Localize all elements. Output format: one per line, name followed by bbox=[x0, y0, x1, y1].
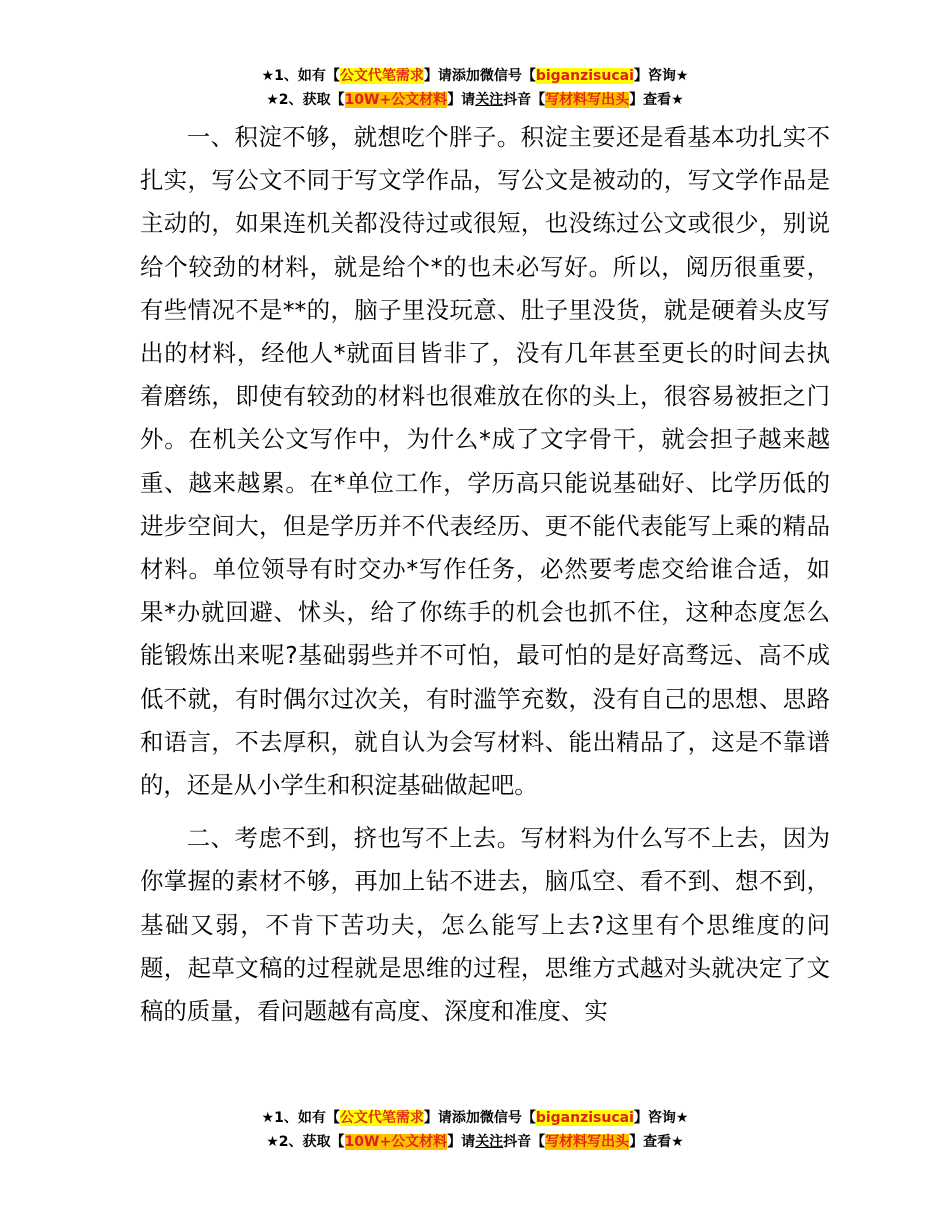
banner-text: ★2、获取【 bbox=[266, 92, 345, 108]
header-banner bbox=[0, 64, 950, 112]
paragraph: 一、积淀不够，就想吃个胖子。积淀主要还是看基本功扎实不扎实，写公文不同于写文学作品，写公文是被动的，写文学作品是主动的，如果连机关都没待过或很短，也没练过公文或很少，别说给个较劲的材料，就是给个*的也未必写好。所以，阅历很重要，有些情况不是**的，脑子里没玩意、肚子里没货，就是硬着头皮写出的材料，经他人*就面目皆非了，没有几年甚至更长的时间去执着磨练，即使有较劲的材料也很难放在你的头上，很容易被拒之门外。在机关公文写作中，为什么*成了文字骨干，就会担子越来越重、越来越累。在*单位工作，学历高只能说基础好、比学历低的进步空间大，但是学历并不代表经历、更不能代表能写上乘的精品材料。单位领导有时交办*写作任务，必然要考虑交给谁合适，如果*办就回避、怵头，给了你练手的机会也抓不住，这种态度怎么能锻炼出来呢?基础弱些并不可怕，最可怕的是好高骛远、高不成低不就，有时偶尔过次关，有时滥竽充数，没有自己的思想、思路和语言，不去厚积，就自认为会写材料、能出精品了，这是不靠谱的，还是从小学生和积淀基础做起吧。 bbox=[140, 123, 830, 800]
banner-text: 抖音【 bbox=[503, 1134, 546, 1150]
banner-text: ★1、如有【 bbox=[261, 68, 340, 84]
banner-line-1 bbox=[0, 1106, 950, 1130]
highlight-douyin-account: 写材料写出头 bbox=[545, 1134, 630, 1150]
highlight-service: 公文代笔需求 bbox=[339, 68, 424, 84]
highlight-materials: 10W+公文材料 bbox=[344, 1134, 448, 1150]
paragraph: 二、考虑不到，挤也写不上去。写材料为什么写不上去，因为你掌握的素材不够，再加上钻不进去，脑瓜空、看不到、想不到，基础又弱，不肯下苦功夫，怎么能写上去?这里有个思维度的问题，起草文稿的过程就是思维的过程，思维方式越对头就决定了文稿的质量，看问题越有高度、深度和准度、实 bbox=[140, 824, 830, 1026]
banner-line-1 bbox=[0, 64, 950, 88]
document-body bbox=[140, 116, 830, 1033]
banner-text: 】请 bbox=[447, 1134, 476, 1150]
banner-text: 】咨询★ bbox=[633, 1110, 689, 1126]
banner-text: 】请添加微信号【 bbox=[423, 1110, 536, 1126]
banner-text: 】请 bbox=[447, 92, 476, 108]
highlight-wechat-id: biganzisucai bbox=[535, 68, 634, 84]
underlined-follow: 关注 bbox=[475, 1134, 504, 1150]
highlight-materials: 10W+公文材料 bbox=[344, 92, 448, 108]
footer-banner bbox=[0, 1106, 950, 1154]
banner-text: 】请添加微信号【 bbox=[423, 68, 536, 84]
banner-line-2 bbox=[0, 1130, 950, 1154]
banner-line-2 bbox=[0, 88, 950, 112]
banner-text: 】查看★ bbox=[629, 92, 684, 108]
highlight-douyin-account: 写材料写出头 bbox=[545, 92, 630, 108]
banner-text: 】咨询★ bbox=[633, 68, 689, 84]
banner-text: ★1、如有【 bbox=[261, 1110, 340, 1126]
banner-text: ★2、获取【 bbox=[266, 1134, 345, 1150]
highlight-service: 公文代笔需求 bbox=[339, 1110, 424, 1126]
banner-text: 抖音【 bbox=[503, 92, 546, 108]
underlined-follow: 关注 bbox=[475, 92, 504, 108]
banner-text: 】查看★ bbox=[629, 1134, 684, 1150]
highlight-wechat-id: biganzisucai bbox=[535, 1110, 634, 1126]
